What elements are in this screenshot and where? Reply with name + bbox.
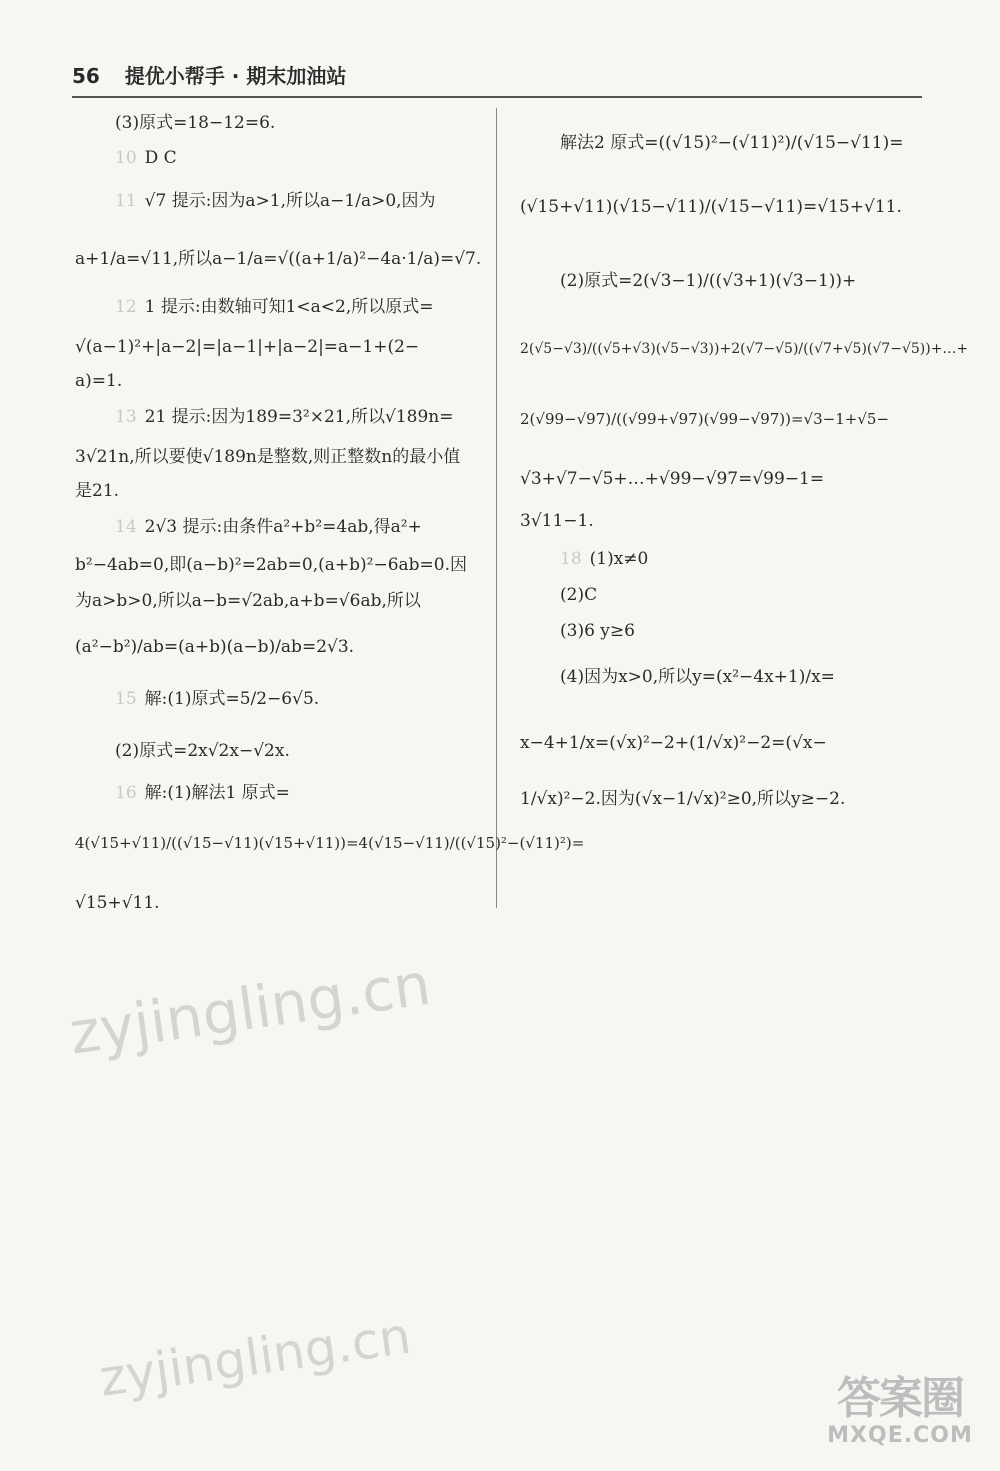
answer-line: (3)6 y≥6 <box>560 621 635 641</box>
answer-line: 13 21 提示:因为189=3²×21,所以√189n= <box>115 407 454 427</box>
watermark-seal <box>820 1375 980 1460</box>
answer-line: 2(√5−√3)/((√5+√3)(√5−√3))+2(√7−√5)/((√7+√5)(√7−√5))+…+ <box>520 341 969 357</box>
answer-line: 16 解:(1)解法1 原式= <box>115 783 290 803</box>
answer-line: (2)原式=2(√3−1)/((√3+1)(√3−1))+ <box>560 271 857 291</box>
answer-line: a+1/a=√11,所以a−1/a=√((a+1/a)²−4a·1/a)=√7. <box>75 249 482 269</box>
page-number: 56 <box>72 64 100 88</box>
answer-line: 是21. <box>75 481 120 501</box>
seal-url: MXQE.COM <box>827 1423 973 1448</box>
seal-title: 答案圈 <box>837 1373 963 1424</box>
answer-line: a)=1. <box>75 371 123 391</box>
answer-line: x−4+1/x=(√x)²−2+(1/√x)²−2=(√x− <box>520 733 827 753</box>
answer-line: 12 1 提示:由数轴可知1<a<2,所以原式= <box>115 297 434 317</box>
answer-line: 15 解:(1)原式=5/2−6√5. <box>115 689 320 709</box>
watermark-text: zyjingling.cn <box>65 949 435 1068</box>
answer-line: (2)C <box>560 585 598 605</box>
page-header <box>72 60 922 98</box>
answer-line: 3√11−1. <box>520 511 594 531</box>
column-divider <box>496 108 497 908</box>
answer-line: (√15+√11)(√15−√11)/(√15−√11)=√15+√11. <box>520 197 902 217</box>
answer-line: (4)因为x>0,所以y=(x²−4x+1)/x= <box>560 667 835 687</box>
answer-line: 2(√99−√97)/((√99+√97)(√99−√97))=√3−1+√5− <box>520 410 890 428</box>
answer-line: b²−4ab=0,即(a−b)²=2ab=0,(a+b)²−6ab=0.因 <box>75 555 468 575</box>
answer-line: 10 D C <box>115 148 177 168</box>
answer-line: 3√21n,所以要使√189n是整数,则正整数n的最小值 <box>75 447 461 467</box>
book-title: 提优小帮手 · 期末加油站 <box>124 64 347 88</box>
answer-line: √3+√7−√5+…+√99−√97=√99−1= <box>520 469 825 489</box>
answer-line: (a²−b²)/ab=(a+b)(a−b)/ab=2√3. <box>75 637 355 657</box>
answer-line: (3)原式=18−12=6. <box>115 113 276 133</box>
answer-line: 14 2√3 提示:由条件a²+b²=4ab,得a²+ <box>115 517 422 537</box>
answer-line: 1/√x)²−2.因为(√x−1/√x)²≥0,所以y≥−2. <box>520 789 846 809</box>
answer-line: 4(√15+√11)/((√15−√11)(√15+√11))=4(√15−√11)/((√15)²−(√11)²)= <box>75 834 585 852</box>
answer-line: √15+√11. <box>75 893 160 913</box>
answer-line: 18 (1)x≠0 <box>560 549 649 569</box>
answer-line: √(a−1)²+|a−2|=|a−1|+|a−2|=a−1+(2− <box>75 337 420 357</box>
answer-line: (2)原式=2x√2x−√2x. <box>115 741 290 761</box>
watermark-text: zyjingling.cn <box>95 1306 415 1408</box>
answer-line: 为a>b>0,所以a−b=√2ab,a+b=√6ab,所以 <box>75 591 421 611</box>
answer-line: 11 √7 提示:因为a>1,所以a−1/a>0,因为 <box>115 191 436 211</box>
answer-line: 解法2 原式=((√15)²−(√11)²)/(√15−√11)= <box>560 133 904 153</box>
